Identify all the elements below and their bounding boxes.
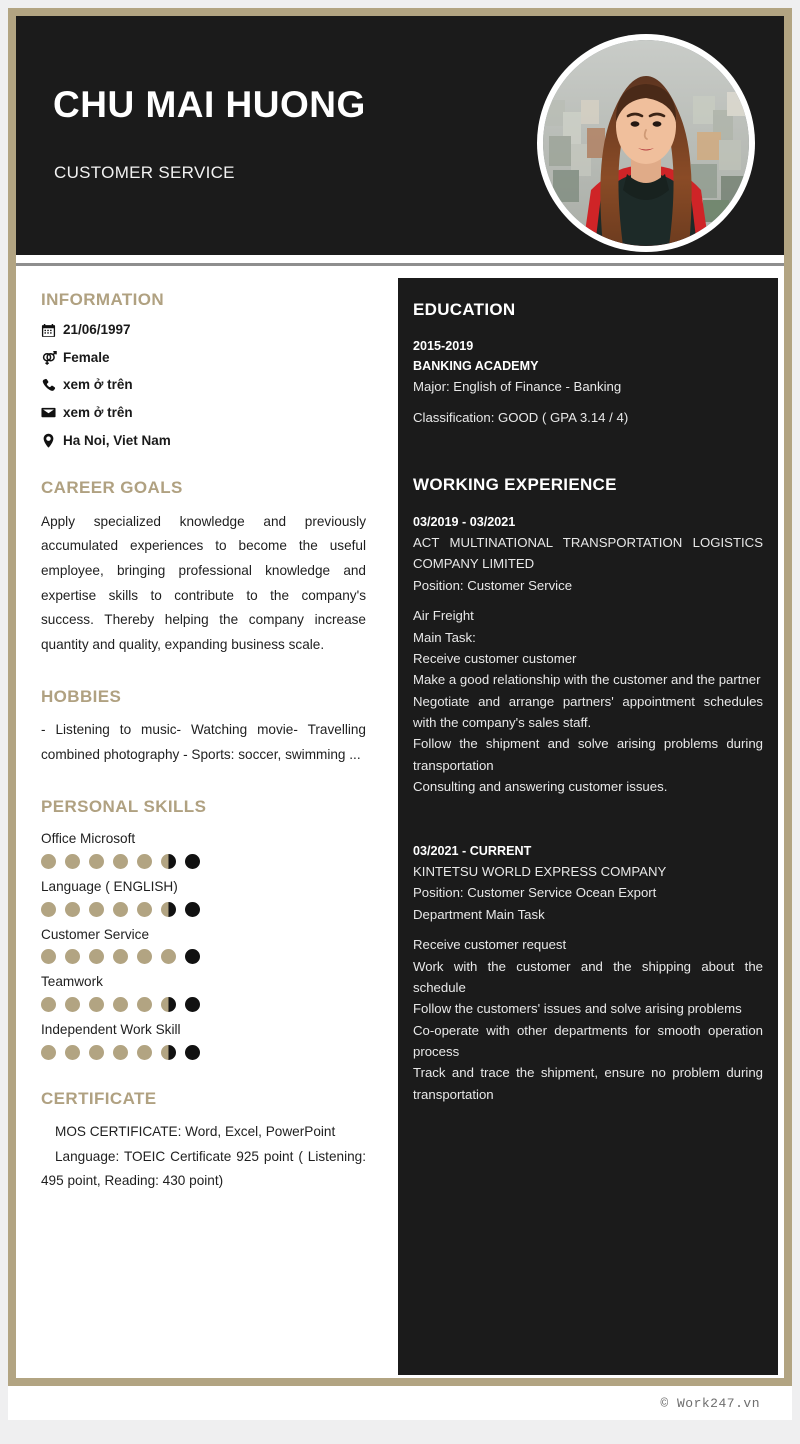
hobbies-text: - Listening to music- Watching movie- Travelling combined photography - Sports: soccer, swimming ...: [41, 722, 366, 763]
job-period: 03/2019 - 03/2021: [413, 514, 516, 529]
cv-header: [16, 16, 784, 255]
skill-label: Customer Service: [41, 926, 150, 942]
skill-item: [41, 828, 366, 869]
section-title-personal-skills: PERSONAL SKILLS: [41, 796, 207, 816]
skill-item: [41, 1019, 366, 1060]
info-value-birthdate: 21/06/1997: [63, 322, 131, 338]
job-scope: Air Freight: [413, 608, 474, 624]
rating-dot: [185, 997, 200, 1012]
job-entry: [413, 842, 763, 1106]
rating-dot: [185, 902, 200, 917]
rating-dot: [89, 949, 104, 964]
page-footer: [16, 1386, 784, 1420]
rating-dot: [65, 854, 80, 869]
job-period: 03/2021 - CURRENT: [413, 843, 532, 858]
job-task: Receive customer request: [413, 937, 567, 953]
info-value-gender: Female: [63, 349, 110, 365]
info-row-gender: [41, 349, 366, 367]
rating-dot: [89, 1045, 104, 1060]
education-classification: Classification: GOOD ( GPA 3.14 / 4): [413, 409, 629, 425]
job-task: Work with the customer and the shipping about the schedule: [413, 958, 763, 995]
job-task: Negotiate and arrange partners' appointment schedules with the company's sales staff.: [413, 693, 763, 731]
header-divider: [16, 263, 784, 266]
left-column: [41, 290, 366, 1193]
section-title-career-goals: CAREER GOALS: [41, 478, 183, 498]
info-value-phone: xem ở trên: [63, 377, 133, 393]
job-task: Co-operate with other departments for smooth operation process: [413, 1022, 763, 1060]
skill-item: [41, 876, 366, 917]
skill-label: Office Microsoft: [41, 831, 136, 847]
rating-dot: [41, 854, 56, 869]
rating-dot: [65, 1045, 80, 1060]
rating-dot: [65, 997, 80, 1012]
rating-dot: [89, 902, 104, 917]
section-title-information: INFORMATION: [41, 290, 165, 309]
job-task: Follow the customers' issues and solve arising problems: [413, 1001, 742, 1017]
skill-rating-dots: [41, 854, 366, 869]
rating-dot: [161, 854, 176, 869]
job-task-label: Main Task:: [413, 629, 476, 645]
skill-rating-dots: [41, 902, 366, 917]
rating-dot: [65, 902, 80, 917]
rating-dot: [161, 949, 176, 964]
certificate-line-2: Language: TOEIC Certificate 925 point ( Listening: 495 point, Reading: 430 point): [41, 1148, 366, 1188]
skill-rating-dots: [41, 997, 366, 1012]
info-value-location: Ha Noi, Viet Nam: [63, 432, 171, 448]
rating-dot: [185, 949, 200, 964]
rating-dot: [113, 949, 128, 964]
skill-label: Independent Work Skill: [41, 1022, 181, 1038]
skill-rating-dots: [41, 949, 366, 964]
frame-border-right: [784, 8, 792, 1386]
job-company: ACT MULTINATIONAL TRANSPORTATION LOGISTICS COMPANY LIMITED: [413, 535, 763, 572]
rating-dot: [41, 949, 56, 964]
rating-dot: [113, 997, 128, 1012]
job-position: Position: Customer Service Ocean Export: [413, 885, 657, 901]
rating-dot: [89, 997, 104, 1012]
rating-dot: [137, 997, 152, 1012]
avatar: [537, 34, 755, 252]
portrait-photo: [543, 40, 749, 246]
frame-border-top: [8, 8, 792, 16]
candidate-name: CHU MAI HUONG: [53, 84, 366, 125]
rating-dot: [41, 1045, 56, 1060]
job-entry: [413, 513, 763, 798]
rating-dot: [185, 854, 200, 869]
rating-dot: [113, 1045, 128, 1060]
rating-dot: [65, 949, 80, 964]
phone-icon: [41, 378, 63, 393]
rating-dot: [137, 1045, 152, 1060]
skill-item: [41, 971, 366, 1012]
rating-dot: [161, 902, 176, 917]
job-task: Make a good relationship with the customer and the partner: [413, 672, 761, 688]
job-scope: Department Main Task: [413, 906, 545, 922]
info-row-email: [41, 404, 366, 422]
job-task: Track and trace the shipment, ensure no problem during transportation: [413, 1065, 763, 1102]
rating-dot: [185, 1045, 200, 1060]
job-company: KINTETSU WORLD EXPRESS COMPANY: [413, 864, 667, 880]
candidate-role: CUSTOMER SERVICE: [54, 163, 235, 182]
career-goals-text: Apply specialized knowledge and previously accumulated experiences to become the useful employee, bringing professional knowledge and expertise skills to contribute to the company's success. Thereby helping the company increase quantity and quality, expanding business scale.: [41, 513, 366, 653]
info-row-location: [41, 432, 366, 450]
info-value-email: xem ở trên: [63, 405, 133, 421]
rating-dot: [161, 997, 176, 1012]
job-position: Position: Customer Service: [413, 577, 573, 593]
skill-label: Teamwork: [41, 974, 103, 990]
frame-border-bottom: [8, 1378, 792, 1386]
section-title-working-experience: WORKING EXPERIENCE: [413, 475, 617, 495]
rating-dot: [41, 902, 56, 917]
education-years: 2015-2019: [413, 339, 474, 354]
copyright-text: © Work247.vn: [660, 1395, 760, 1411]
rating-dot: [41, 997, 56, 1012]
rating-dot: [137, 902, 152, 917]
right-panel: [398, 278, 778, 1375]
skill-item: [41, 924, 366, 965]
section-title-hobbies: HOBBIES: [41, 686, 122, 706]
rating-dot: [89, 854, 104, 869]
email-icon: [41, 405, 63, 420]
skill-label: Language ( ENGLISH): [41, 878, 178, 894]
rating-dot: [137, 854, 152, 869]
rating-dot: [161, 1045, 176, 1060]
gender-icon: [41, 350, 63, 366]
certificate-line-1: MOS CERTIFICATE: Word, Excel, PowerPoint: [55, 1124, 336, 1140]
info-row-phone: [41, 376, 366, 394]
skill-rating-dots: [41, 1045, 366, 1060]
cv-page: [8, 8, 792, 1420]
rating-dot: [137, 949, 152, 964]
job-task: Consulting and answering customer issues.: [413, 779, 668, 795]
education-major: Major: English of Finance - Banking: [413, 379, 622, 395]
rating-dot: [113, 854, 128, 869]
section-title-certificate: CERTIFICATE: [41, 1088, 157, 1108]
info-row-birthdate: [41, 321, 366, 339]
frame-border-left: [8, 8, 16, 1386]
education-school: BANKING ACADEMY: [413, 358, 539, 373]
section-title-education: EDUCATION: [413, 300, 516, 319]
location-pin-icon: [41, 433, 63, 448]
job-task: Follow the shipment and solve arising problems during transportation: [413, 736, 763, 773]
job-task: Receive customer customer: [413, 650, 577, 666]
calendar-icon: [41, 323, 63, 338]
rating-dot: [113, 902, 128, 917]
